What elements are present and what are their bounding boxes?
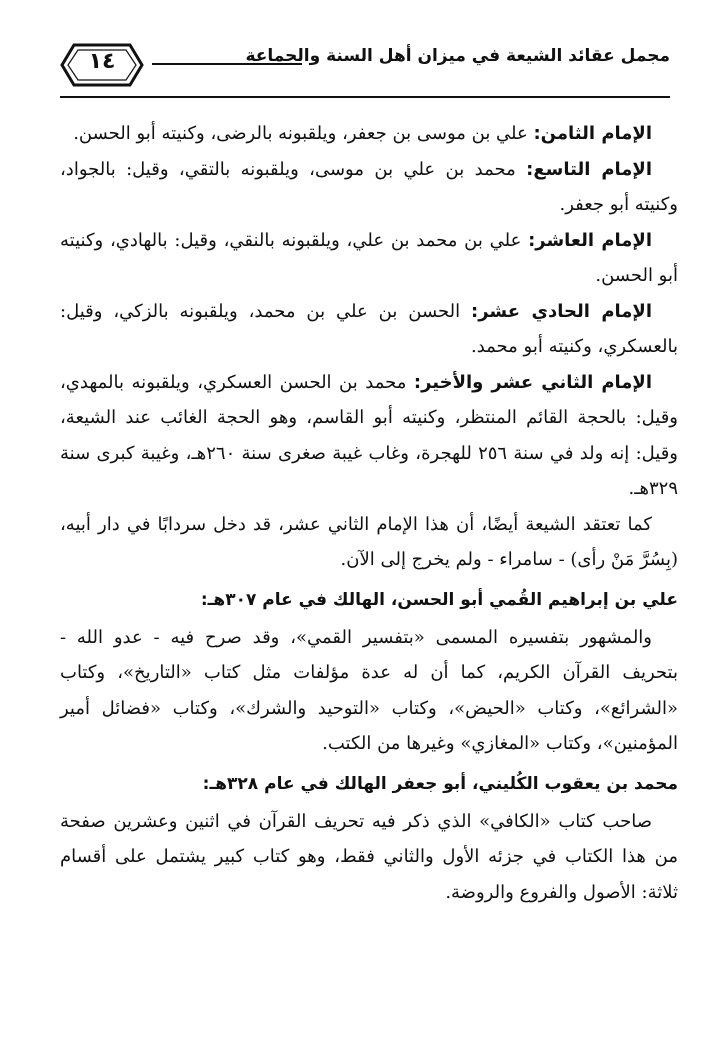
section-heading-kulaini: محمد بن يعقوب الكُليني، أبو جعفر الهالك في عام ٣٢٨هـ: (202, 773, 678, 794)
section-text-kulaini: صاحب كتاب «الكافي» الذي ذكر فيه تحريف القرآن في اثنين وعشرين صفحة من هذا الكتاب في جزئه الأول والثاني فقط، وهو كتاب كبير يشتمل على أقسام ثلاثة: الأصول والفروع والروضة. (60, 810, 678, 903)
imam-text: علي بن موسى بن جعفر، ويلقبونه بالرضى، وكنيته أبو الحسن. (73, 123, 534, 144)
imam-paragraph (60, 223, 678, 294)
imam-text: الحسن بن علي بن محمد، ويلقبونه بالزكي، وقيل: بالعسكري، وكنيته أبو محمد. (60, 300, 678, 357)
page-body (60, 116, 678, 1056)
header-dash (152, 63, 302, 65)
imam-label: الإمام العاشر: (528, 229, 652, 251)
imam-label: الإمام الثامن: (533, 123, 652, 144)
imam-text: علي بن محمد بن علي، ويلقبونه بالنقي، وقيل: بالهادي، وكنيته أبو الحسن. (60, 229, 678, 286)
imam-text: محمد بن الحسن العسكري، ويلقبونه بالمهدي، وقيل: بالحجة القائم المنتظر، وكنيته أبو القاسم، وهو الحجة الغائب عند الشيعة، وقيل: إنه ولد في سنة ٢٥٦ للهجرة، وغاب غيبة صغرى سنة ٢٦٠هـ، وغيبة كبرى سنة ٣٢٩هـ. (60, 371, 679, 499)
header-rule (60, 96, 670, 98)
page-number-badge (60, 42, 144, 88)
imam-label: الإمام التاسع: (526, 158, 652, 180)
imam-paragraph (60, 365, 678, 507)
section-text-qummi: والمشهور بتفسيره المسمى «بتفسير القمي»، وقد صرح فيه - عدو الله - بتحريف القرآن الكريم، كما أن له عدة مؤلفات مثل كتاب «التاريخ»، وكتاب «الشرائع»، وكتاب «الحيض»، وكتاب «التوحيد والشرك»، وكتاب «فضائل أمير المؤمنين»، وكتاب «المغازي» وغيرها من الكتب. (60, 626, 678, 754)
page-header (60, 36, 670, 100)
imam-label: الإمام الثاني عشر والأخير: (413, 371, 652, 393)
section-heading-qummi: علي بن إبراهيم القُمي أبو الحسن، الهالك في عام ٣٠٧هـ: (200, 589, 678, 610)
imam-label: الإمام الحادي عشر: (471, 300, 653, 322)
imam-paragraph (60, 294, 678, 365)
samarra-paragraph: كما تعتقد الشيعة أيضًا، أن هذا الإمام الثاني عشر، قد دخل سردابًا في دار أبيه، (بِسُرَّ مَنْ رأى) - سامراء - ولم يخرج إلى الآن. (60, 513, 678, 570)
imam-paragraph (60, 152, 678, 223)
imam-paragraph (60, 116, 678, 152)
imam-text: محمد بن علي بن موسى، ويلقبونه بالتقي، وقيل: بالجواد، وكنيته أبو جعفر. (60, 158, 678, 215)
page-number: ١٤ (88, 49, 116, 74)
running-title: مجمل عقائد الشيعة في ميزان أهل السنة والجماعة (245, 46, 670, 66)
